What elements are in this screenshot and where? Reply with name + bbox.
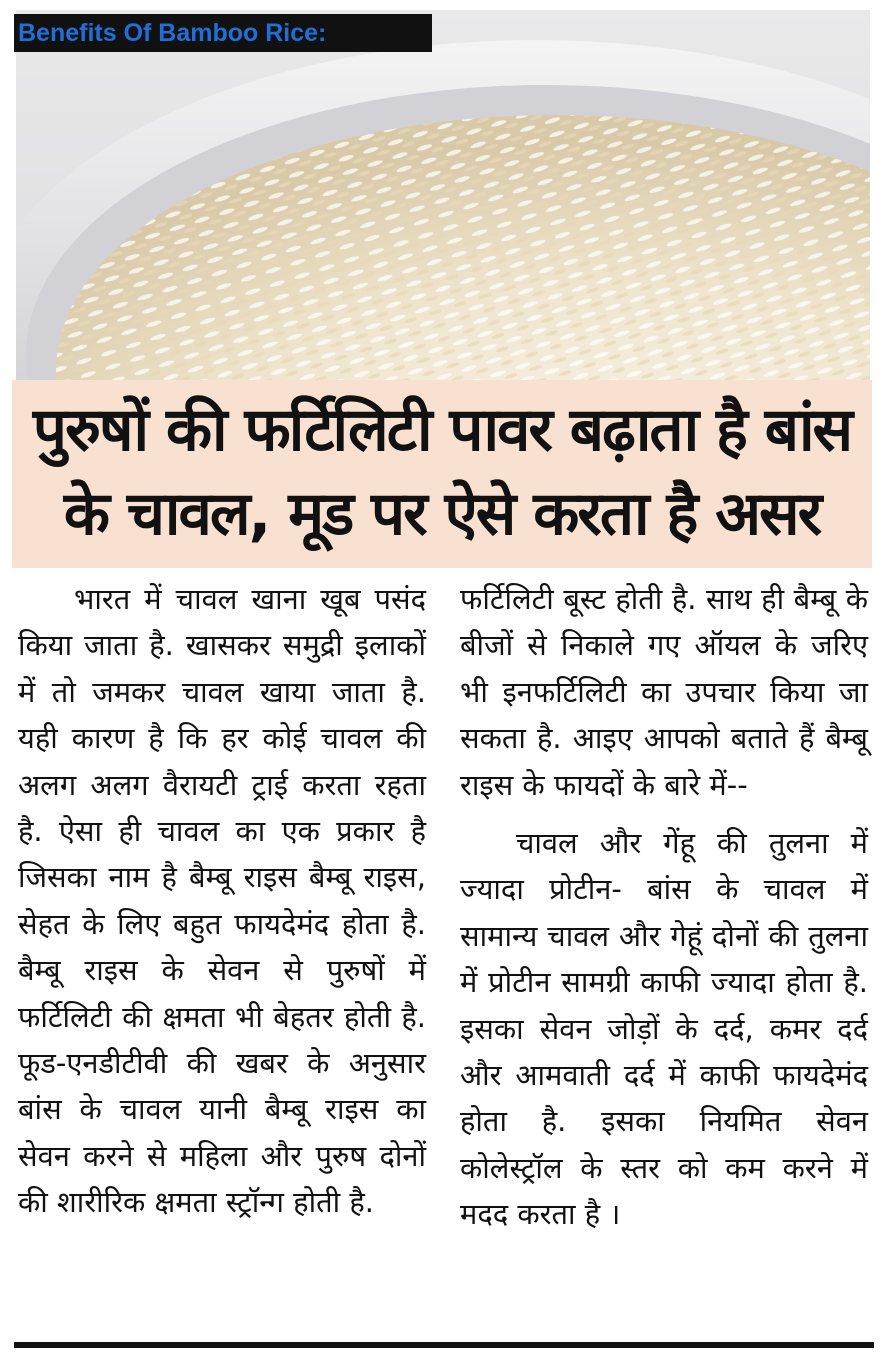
rice-bowl-photo (16, 10, 870, 382)
article-paragraph: चावल और गेंहू की तुलना में ज्यादा प्रोटीन- बांस के चावल में सामान्य चावल और गेहूं दोनों की तुलना में प्रोटीन सामग्री काफी ज्यादा होता है. इसका सेवन जोड़ों के दर्द, कमर दर्द और आमवाती दर्द में काफी फायदेमंद होता है. इसका नियमित सेवन कोलेस्ट्रॉल के स्तर को कम करने में मदद करता है । (460, 826, 868, 1232)
paragraph-gap (460, 808, 868, 820)
article-paragraph: भारत में चावल खाना खूब पसंद किया जाता है. खासकर समुद्री इलाकों में तो जमकर चावल खाया जाता है. यही कारण है कि हर कोई चावल की अलग अलग वैरायटी ट्राई करता रहता है. ऐसा ही चावल का एक प्रकार है जिसका नाम है बैम्बू राइस बैम्बू राइस, सेहत के लिए बहुत फायदेमंद होता है. बैम्बू राइस के सेवन से पुरुषों में फर्टिलिटी की क्षमता भी बेहतर होती है. फूड-एनडीटीवी की खबर के अनुसार बांस के चावल यानी बैम्बू राइस का सेवन करने से महिला और पुरुष दोनों की शारीरिक क्षमता स्ट्रॉन्ग होती है. (18, 582, 426, 1220)
article-column-left (18, 576, 426, 1226)
article-paragraph: फर्टिलिटी बूस्ट होती है. साथ ही बैम्बू के बीजों से निकाले गए ऑयल के जरिए भी इनफर्टिलिटी का उपचार किया जा सकता है. आइए आपको बताते हैं बैम्बू राइस के फायदों के बारे में-- (460, 582, 868, 802)
rice-bowl-illustration (16, 10, 870, 382)
bottom-rule (14, 1342, 874, 1348)
article-column-right (460, 576, 868, 1238)
section-kicker: Benefits Of Bamboo Rice: (14, 14, 432, 52)
headline: पुरुषों की फर्टिलिटी पावर बढ़ाता है बांस के चावल, मूड पर ऐसे करता है असर (32, 395, 852, 549)
